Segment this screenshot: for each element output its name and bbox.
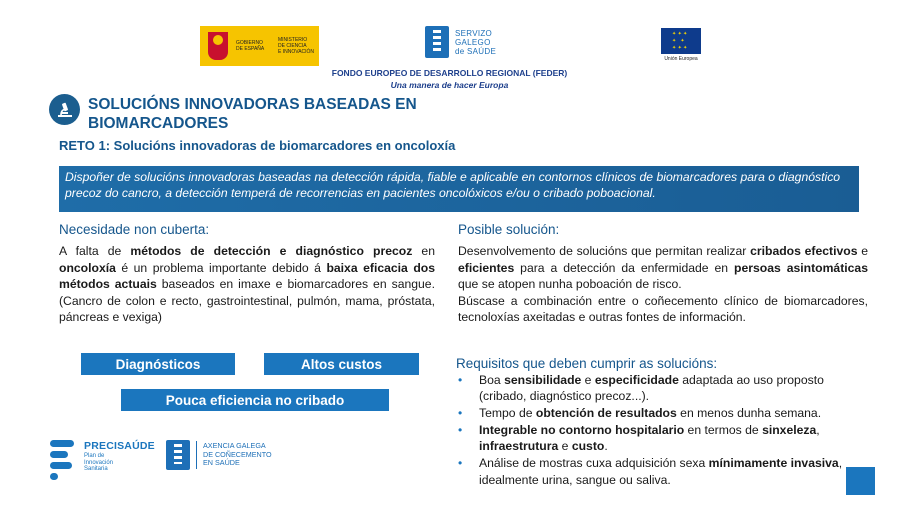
requirements-list bbox=[458, 372, 868, 488]
solution-paragraph-2: Búscase a combinación entre o coñecemento clínico de biomarcadores, tecnoloxías axeitadas e outras fontes de información. bbox=[458, 293, 868, 325]
corner-decoration bbox=[846, 467, 875, 495]
page-title: SOLUCIÓNS INNOVADORAS BASEADAS EN BIOMARCADORES bbox=[88, 96, 417, 132]
precisaude-subtitle: Plan de Innovación Sanitaria bbox=[84, 453, 114, 472]
sergas-logo bbox=[425, 24, 496, 60]
eu-flag-icon bbox=[661, 28, 701, 54]
precisaude-logo bbox=[50, 440, 155, 482]
tag-altos-custos: Altos custos bbox=[264, 353, 419, 375]
galicia-shield-icon bbox=[166, 440, 190, 470]
reto-subtitle: RETO 1: Solucións innovadoras de biomarcadores en oncoloxía bbox=[59, 138, 456, 153]
list-item: • Integrable no contorno hospitalario en termos de sinxeleza, infraestrutura e custo. bbox=[458, 423, 820, 454]
logo-bar bbox=[0, 24, 899, 68]
tag-pouca-eficiencia: Pouca eficiencia no cribado bbox=[121, 389, 389, 411]
precisaude-mark-icon bbox=[50, 440, 74, 482]
galicia-shield-icon bbox=[425, 26, 449, 58]
solution-paragraph-1: Desenvolvemento de solucións que permitan realizar cribados efectivos e eficientes para a detección da enfermidade en persoas asintomáticas que se atopen nunha poboación de risco. bbox=[458, 244, 869, 292]
list-item: • Boa sensibilidade e especificidade adaptada ao uso proposto (cribado, diagnóstico precoz...). bbox=[458, 373, 824, 404]
divider bbox=[196, 441, 197, 469]
need-heading: Necesidade non cuberta: bbox=[59, 222, 210, 237]
acis-label: AXENCIA GALEGA DE COÑECEMENTO EN SAÚDE bbox=[203, 441, 272, 468]
objective-banner: Dispoñer de solucións innovadoras baseadas na detección rápida, fiable e aplicable en contornos clínicos de biomarcadores para o diagnóstico precoz do cancro, a detección temperá de recorrencias en pacientes oncolóxicos e/ou o cribado poboacional. bbox=[59, 166, 859, 212]
ministerio-label: MINISTERIO DE CIENCIA E INNOVACIÓN bbox=[278, 37, 315, 55]
gobierno-espana-logo bbox=[200, 26, 319, 66]
list-item: • Análise de mostras cuxa adquisición sexa mínimamente invasiva, idealmente urina, sangue ou saliva. bbox=[458, 456, 843, 487]
acis-logo bbox=[166, 440, 272, 470]
feder-fund-label: FONDO EUROPEO DE DESARROLLO REGIONAL (FEDER) bbox=[331, 68, 568, 78]
tag-diagnosticos: Diagnósticos bbox=[81, 353, 235, 375]
gobierno-label: GOBIERNO DE ESPAÑA bbox=[236, 40, 265, 52]
microscope-icon bbox=[49, 94, 80, 125]
feder-motto: Una manera de hacer Europa bbox=[390, 80, 509, 90]
eu-logo bbox=[661, 28, 701, 62]
eu-label: Unión Europea bbox=[664, 56, 698, 62]
need-text: A falta de métodos de detección e diagnóstico precoz en oncoloxía é un problema importante debido á baixa eficacia dos métodos actuais baseados en imaxe e biomarcadores en sangue. (Cancro de colon e recto, gastrointestinal, pulmón, mama, próstata, páncreas e vexiga) bbox=[59, 244, 435, 325]
spain-coat-of-arms-icon bbox=[206, 30, 230, 62]
solution-text bbox=[458, 243, 868, 326]
sergas-label: SERVIZO GALEGO de SAÚDE bbox=[455, 28, 497, 56]
requirements-heading: Requisitos que deben cumprir as solucións: bbox=[456, 356, 718, 371]
solution-heading: Posible solución: bbox=[458, 222, 560, 237]
precisaude-name: PRECISAÚDE bbox=[84, 440, 155, 452]
list-item: • Tempo de obtención de resultados en menos dunha semana. bbox=[458, 406, 822, 421]
